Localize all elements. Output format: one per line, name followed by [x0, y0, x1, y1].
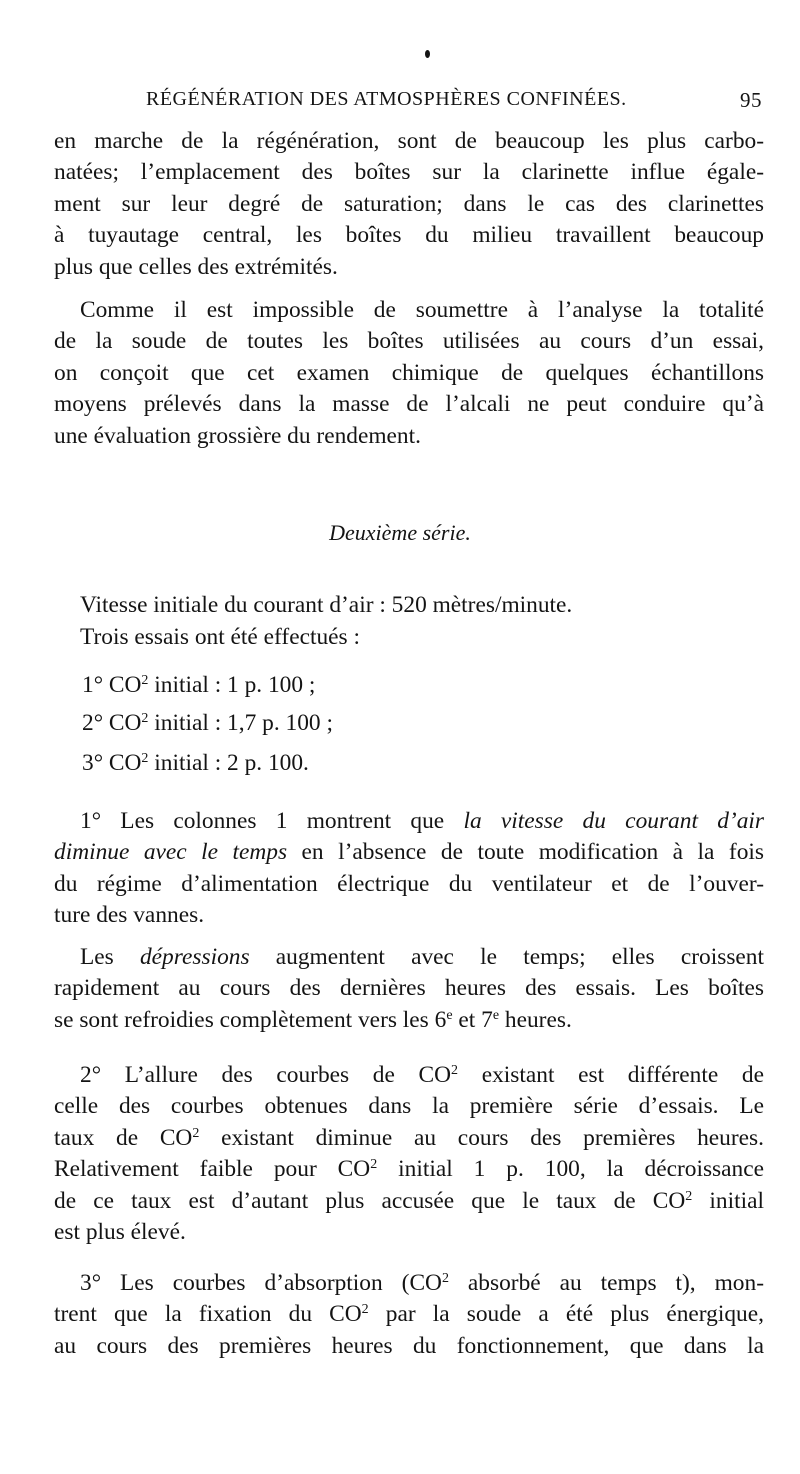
text-line: natées; l’emplacement des boîtes sur la clarinette influe égale-: [54, 159, 764, 186]
running-head: [146, 88, 762, 120]
paragraph-speed-result: [54, 806, 764, 932]
running-title: RÉGÉNÉRATION DES ATMOSPHÈRES CONFINÉES.: [146, 88, 627, 110]
text-line: ment sur leur degré de saturation; dans le cas des clarinettes: [54, 190, 764, 217]
text-line: 3° Les courbes d’absorption ($CO^2$ absorbé au temps t), mon-: [80, 1270, 764, 1296]
text-line: trent que la fixation du $CO^2$ par la soude a été plus énergique,: [54, 1301, 764, 1328]
text-line: au cours des premières heures du fonctionnement, que dans la: [54, 1332, 764, 1359]
trial-item: 2° $CO^2$ initial : 1,7 p. 100 ;: [82, 710, 333, 736]
paragraph-depressions: [54, 942, 764, 1036]
trial-item: 1° $CO^2$ initial : 1 p. 100 ;: [82, 672, 316, 698]
text-line: une évaluation grossière du rendement.: [54, 422, 421, 449]
text-line: Comme il est impossible de soumettre à l’analyse la totalité: [80, 297, 764, 323]
text-line: diminue avec le temps en l’absence de toute modification à la fois: [54, 839, 764, 866]
text-line: taux de $CO^2$ existant diminue au cours des premières heures.: [54, 1124, 764, 1151]
text-line: en marche de la régénération, sont de beaucoup les plus carbo-: [54, 128, 764, 154]
text-line: Relativement faible pour $CO^2$ initial 1 p. 100, la décroissance: [54, 1156, 764, 1183]
text-line: moyens prélevés dans la masse de l’alcali ne peut conduire qu’à: [54, 391, 764, 418]
text-line: se sont refroidies complètement vers les 6e et 7e heures.: [54, 1006, 572, 1033]
text-line: de ce taux est d’autant plus accusée que le taux de $CO^2$ initial: [54, 1187, 764, 1214]
trial-item: 3° $CO^2$ initial : 2 p. 100.: [82, 750, 309, 776]
text-line: Les dépressions augmentent avec le temps; elles croissent: [80, 944, 765, 970]
page-number: 95: [740, 88, 762, 112]
paragraph-continuation: [54, 126, 764, 283]
text-line: est plus élevé.: [54, 1219, 186, 1246]
paragraph-analysis: [54, 295, 764, 452]
text-line: de la soude de toutes les boîtes utilisées au cours d’un essai,: [54, 328, 764, 355]
paragraph-absorption: [54, 1268, 764, 1362]
text-line: plus que celles des extrémités.: [54, 253, 338, 280]
text-line: du régime d’alimentation électrique du ventilateur et de l’ouver-: [54, 870, 764, 897]
trials-intro: Trois essais ont été effectués :: [80, 624, 360, 650]
text-line: 1° Les colonnes 1 montrent que la vitesse du courant d’air: [80, 808, 764, 834]
text-line: on conçoit que cet examen chimique de quelques échantillons: [54, 359, 764, 386]
paragraph-co2-curves: [54, 1060, 764, 1248]
text-line: 2° L’allure des courbes de $CO^2$ existant est différente de: [80, 1062, 764, 1088]
section-heading: Deuxième série.: [329, 520, 471, 545]
text-line: rapidement au cours des dernières heures des essais. Les boîtes: [54, 975, 764, 1002]
text-line: ture des vannes.: [54, 902, 205, 929]
ink-speck: [425, 50, 430, 58]
text-line: celle des courbes obtenues dans la première série d’essais. Le: [54, 1093, 764, 1120]
speed-line: Vitesse initiale du courant d’air : 520 mètres/minute.: [80, 592, 573, 618]
text-line: à tuyautage central, les boîtes du milieu travaillent beaucoup: [54, 222, 764, 249]
